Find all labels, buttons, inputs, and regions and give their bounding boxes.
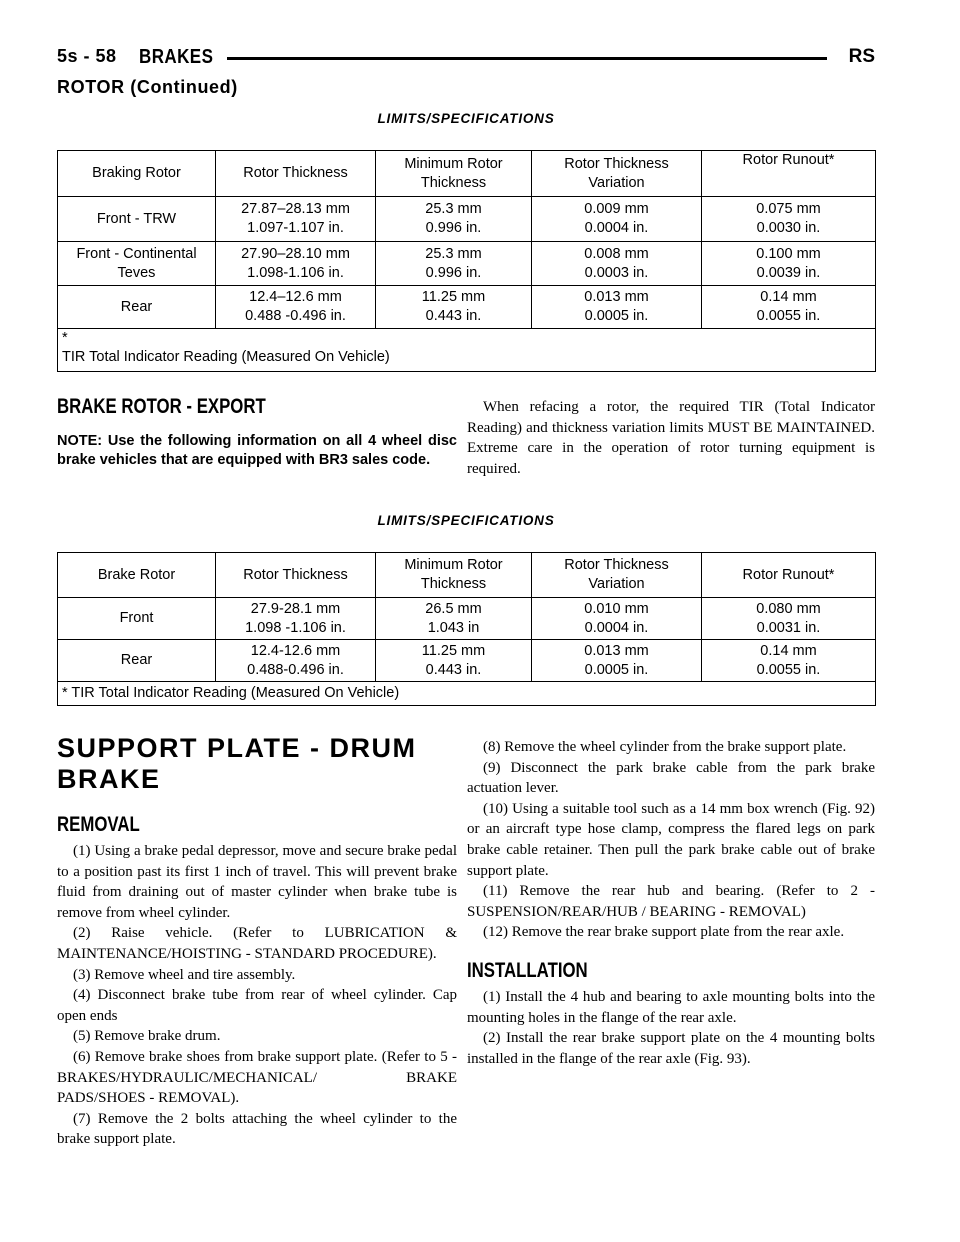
table-header-row bbox=[58, 553, 876, 598]
support-plate-title: SUPPORT PLATE - DRUM BRAKE bbox=[57, 733, 417, 794]
removal-step: (12) Remove the rear brake support plate from the rear axle. bbox=[483, 924, 845, 941]
table-footnote-row: * TIR Total Indicator Reading (Measured On Vehicle) bbox=[58, 329, 876, 372]
header-cell: Rotor Runout* bbox=[702, 553, 876, 598]
removal-step: (10) Using a suitable tool such as a 14 mm box wrench (Fig. 92) or an aircraft type hose clamp, compress the flared legs on park brake cable retainer. Then pull the park brake cable out of brake support plate. bbox=[467, 800, 875, 879]
table-row: Front - Continental Teves 27.90–28.10 mm 1.098-1.106 in. 25.3 mm 0.996 in. 0.008 mm 0.0003 in. 0.100 mm 0.0039 in. bbox=[58, 242, 876, 286]
removal-step: (1) Using a brake pedal depressor, move and secure brake pedal to a position past its first 1 inch of travel. This will prevent brake fluid from draining out of master cylinder when brake tube is remove from wheel cylinder. bbox=[57, 843, 457, 921]
removal-step: (7) Remove the 2 bolts attaching the wheel cylinder to the brake support plate. bbox=[57, 1110, 457, 1148]
table2-caption: LIMITS/SPECIFICATIONS bbox=[377, 513, 555, 528]
removal-heading: REMOVAL bbox=[57, 813, 140, 836]
header-cell: Minimum Rotor Thickness bbox=[376, 553, 532, 598]
export-note: NOTE: Use the following information on all 4 wheel disc brake vehicles that are equipped with BR3 sales code. bbox=[57, 433, 457, 468]
removal-step: (3) Remove wheel and tire assembly. bbox=[73, 966, 296, 983]
header-cell: Rotor Thickness bbox=[216, 151, 376, 197]
page-number: 5s - 58 bbox=[57, 46, 117, 66]
removal-step: (11) Remove the rear hub and bearing. (Refer to 2 - SUSPENSION/REAR/HUB / BEARING - REMOVAL) bbox=[467, 883, 875, 920]
removal-step: (4) Disconnect brake tube from rear of wheel cylinder. Cap open ends bbox=[57, 987, 457, 1024]
table-footnote-row: * TIR Total Indicator Reading (Measured On Vehicle) bbox=[58, 682, 876, 706]
header-cell: Brake Rotor bbox=[58, 553, 216, 598]
table-header-row bbox=[58, 151, 876, 197]
section-title: BRAKES bbox=[139, 46, 214, 68]
installation-step: (1) Install the 4 hub and bearing to axle mounting bolts into the mounting holes in the flange of the rear axle. bbox=[467, 988, 875, 1026]
export-paragraph: When refacing a rotor, the required TIR (Total Indicator Reading) and thickness variation limits MUST BE MAINTAINED. Extreme care in the operation of rotor turning equipment is required. bbox=[467, 399, 875, 477]
header-cell: Minimum Rotor Thickness bbox=[376, 151, 532, 197]
table-row: Front 27.9-28.1 mm 1.098 -1.106 in. 26.5 mm 1.043 in 0.010 mm 0.0004 in. 0.080 mm 0.0031 in. bbox=[58, 598, 876, 640]
header-rule bbox=[227, 57, 827, 60]
export-rotor-spec-table bbox=[57, 552, 876, 706]
export-right-column bbox=[467, 397, 875, 479]
table-row: Rear 12.4–12.6 mm 0.488 -0.496 in. 11.25 mm 0.443 in. 0.013 mm 0.0005 in. 0.14 mm 0.0055 in. bbox=[58, 286, 876, 329]
rotor-spec-table bbox=[57, 150, 876, 372]
header-cell: Braking Rotor bbox=[58, 151, 216, 197]
removal-step: (6) Remove brake shoes from brake support plate. (Refer to 5 - BRAKES/HYDRAULIC/MECHANICAL/ BRAKE PADS/SHOES - REMOVAL). bbox=[57, 1048, 457, 1107]
export-heading: BRAKE ROTOR - EXPORT bbox=[57, 395, 266, 418]
table-row: Rear 12.4-12.6 mm 0.488-0.496 in. 11.25 mm 0.443 in. 0.013 mm 0.0005 in. 0.14 mm 0.0055 in. bbox=[58, 640, 876, 682]
export-left-column bbox=[57, 395, 457, 470]
support-plate-left-column bbox=[57, 733, 457, 1150]
installation-heading: INSTALLATION bbox=[467, 958, 588, 982]
removal-step: (8) Remove the wheel cylinder from the brake support plate. bbox=[483, 739, 847, 755]
removal-step: (5) Remove brake drum. bbox=[73, 1028, 221, 1045]
support-plate-right-column bbox=[467, 737, 875, 1069]
header-cell: Rotor Thickness bbox=[216, 553, 376, 598]
removal-step: (2) Raise vehicle. (Refer to LUBRICATION & MAINTENANCE/HOISTING - STANDARD PROCEDURE). bbox=[57, 925, 457, 962]
header-cell: Rotor Runout* bbox=[702, 151, 876, 197]
table-row: Front - TRW 27.87–28.13 mm 1.097-1.107 in. 25.3 mm 0.996 in. 0.009 mm 0.0004 in. 0.075 mm 0.0030 in. bbox=[58, 197, 876, 242]
page-header bbox=[57, 46, 875, 70]
header-cell: Rotor Thickness Variation bbox=[532, 553, 702, 598]
removal-step: (9) Disconnect the park brake cable from the park brake actuation lever. bbox=[467, 759, 875, 797]
continued-heading: ROTOR (Continued) bbox=[57, 77, 238, 97]
header-cell: Rotor Thickness Variation bbox=[532, 151, 702, 197]
installation-step: (2) Install the rear brake support plate on the 4 mounting bolts installed in the flange of the rear axle (Fig. 93). bbox=[467, 1030, 875, 1067]
table1-caption: LIMITS/SPECIFICATIONS bbox=[377, 111, 555, 126]
model-code: RS bbox=[848, 46, 875, 67]
